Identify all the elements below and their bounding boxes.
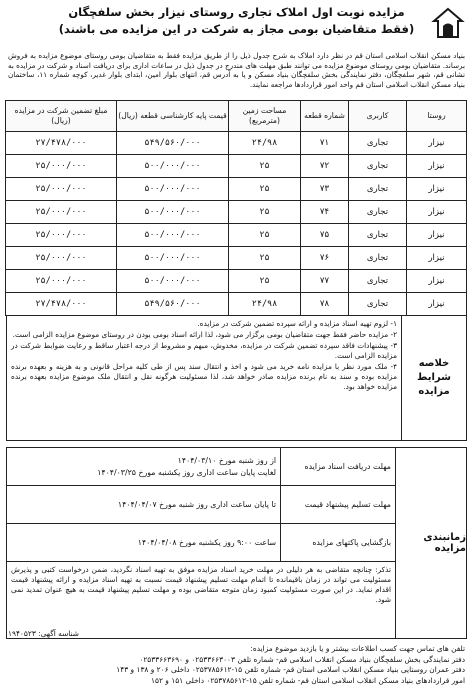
- schedule-row: [7, 448, 395, 486]
- contact-line: امور قراردادهای بنیاد مسکن انقلاب اسلامی استان قم- شماره تلفن ۱۵-۰۲۵۳۷۸۵۶۱۲ داخلی ۱۵۱ و ۱۵۲: [8, 676, 465, 686]
- cell-village: نیزار: [407, 247, 467, 270]
- intro-paragraph: بنیاد مسکن انقلاب اسلامی استان قم در نظر دارد املاک به شرح جدول ذیل را از طریق مزایده فقط به متقاضیان بومی روستای موضوع مزایده به فروش برساند. متقاضیان بومی روستای موضوع مزایده می توانند طبق مهلت های مندرج در جدول ذیل در ساعات اداری برای دریافت اسناد و شرکت در مزایده به نشانی قم، شهر سلفچگان، دفتر نمایندگی بخش سلفچگان بنیاد مسکن و یا به آدرس قم، انتهای بلوار امین، ابتدای بلوار غدیر، کوچه شماره ۱۱، ساختمان بنیاد مسکن انقلاب اسلامی استان قم واحد امور قراردادها مراجعه نمایند.: [8, 51, 465, 97]
- cell-usage: تجاری: [349, 155, 407, 178]
- table-row: [6, 293, 467, 316]
- condition-item: ۳- پیشنهادات فاقد سپرده تضمین شرکت در مزایده، مخدوش، مبهم و مشروط از درجه اعتبار ساقط و رعایت ضوابط شرکت در مزایده الزامی است.: [11, 341, 397, 361]
- cell-deposit: ۲۷/۴۷۸/۰۰۰: [6, 293, 117, 316]
- schedule-title: زمانبندی مزایده: [395, 448, 466, 638]
- table-header-row: [6, 101, 467, 132]
- cell-deposit: ۲۵/۰۰۰/۰۰۰: [6, 247, 117, 270]
- condition-item: ۴- ملک مورد نظر با مزایده نامه خرید می شود و اخذ و انتقال سند پس از طی کلیه مراحل قانونی و به هزینه و بعهده برنده مزایده بوده و سند به نام برنده مزایده صادر خواهد شد، لذا مسئولیت هرگونه نقل و انتقال ملک موضوع مزایده بعهده برنده مزایده خواهد بود.: [11, 362, 397, 392]
- cell-base-price: ۵۰۰/۰۰۰/۰۰۰: [117, 247, 229, 270]
- schedule-label: مهلت تسلیم پیشنهاد قیمت: [280, 486, 395, 523]
- contact-info: [8, 644, 465, 686]
- conditions-title-line1: خلاصه شرایط: [402, 357, 466, 385]
- table-row: [6, 247, 467, 270]
- table-row: [6, 224, 467, 247]
- contact-line: دفتر نمایندگی بخش سلفچگان بنیاد مسکن انقلاب اسلامی قم- شماره تلفن ۰۲۵۳۳۶۶۳۰۰۳ و ۰۲۵۳۳۶۶۳۶۹۰: [8, 655, 465, 666]
- cell-base-price: ۵۴۹/۵۶۰/۰۰۰: [117, 132, 229, 155]
- schedule-value-line2: لغایت پایان ساعت اداری روز یکشنبه مورخ ۱۴۰۴/۰۳/۲۵: [11, 467, 276, 479]
- cell-plot: ۷۴: [301, 201, 349, 224]
- table-row: [6, 132, 467, 155]
- schedule-value-line1: ساعت ۹:۰۰ روز یکشنبه مورخ ۱۴۰۴/۰۴/۰۸: [11, 537, 276, 549]
- cell-area: ۲۵: [229, 201, 301, 224]
- schedule-label: مهلت دریافت اسناد مزایده: [280, 448, 395, 485]
- cell-usage: تجاری: [349, 201, 407, 224]
- schedule-value: [7, 448, 280, 485]
- cell-usage: تجاری: [349, 132, 407, 155]
- schedule-value: [7, 486, 280, 523]
- schedule-label: بازگشایی پاکتهای مزایده: [280, 524, 395, 561]
- conditions-title: [401, 316, 466, 440]
- cell-usage: تجاری: [349, 224, 407, 247]
- cell-area: ۲۵: [229, 224, 301, 247]
- header-plot: شماره قطعه: [301, 101, 349, 132]
- header-base-price: قیمت پایه کارشناسی قطعه (ریال): [117, 101, 229, 132]
- header-deposit: مبلغ تضمین شرکت در مزایده (ریال): [6, 101, 117, 132]
- ad-id: شناسه آگهی: ۱۹۴۰۵۲۳: [8, 629, 79, 638]
- cell-village: نیزار: [407, 270, 467, 293]
- cell-deposit: ۲۷/۴۷۸/۰۰۰: [6, 132, 117, 155]
- table-row: [6, 201, 467, 224]
- conditions-title-line2: مزایده: [402, 385, 466, 399]
- cell-area: ۲۴/۹۸: [229, 132, 301, 155]
- cell-base-price: ۵۰۰/۰۰۰/۰۰۰: [117, 201, 229, 224]
- cell-plot: ۷۷: [301, 270, 349, 293]
- condition-item: ۱- لزوم تهیه اسناد مزایده و ارائه سپرده تضمین شرکت در مزایده.: [11, 319, 397, 329]
- cell-village: نیزار: [407, 132, 467, 155]
- condition-item: ۲- مزایده حاضر فقط جهت متقاضیان بومی برگزار می شود، لذا ارائه اسناد بومی بودن در روستای موضوع مزایده الزامی است.: [11, 330, 397, 340]
- cell-area: ۲۵: [229, 270, 301, 293]
- cell-deposit: ۲۵/۰۰۰/۰۰۰: [6, 178, 117, 201]
- schedule-value-line1: تا پایان ساعت اداری روز شنبه مورخ ۱۴۰۴/۰۴/۰۷: [11, 499, 276, 511]
- schedule-row: [7, 524, 395, 562]
- cell-area: ۲۵: [229, 247, 301, 270]
- cell-plot: ۷۶: [301, 247, 349, 270]
- notice-title: مزایده نوبت اول املاک تجاری روستای نیزار بخش سلفچگان: [6, 4, 467, 21]
- contact-line: دفتر عمران روستایی بنیاد مسکن انقلاب اسلامی استان قم- شماره تلفن ۱۵-۰۲۵۳۷۸۵۶۱۲ داخلی ۲۰۶ و ۱۳۸ و ۱۴۳: [8, 665, 465, 676]
- cell-usage: تجاری: [349, 270, 407, 293]
- cell-usage: تجاری: [349, 247, 407, 270]
- table-row: [6, 270, 467, 293]
- notice-header: [6, 4, 467, 50]
- cell-base-price: ۵۰۰/۰۰۰/۰۰۰: [117, 270, 229, 293]
- schedule-row: [7, 486, 395, 524]
- cell-deposit: ۲۵/۰۰۰/۰۰۰: [6, 155, 117, 178]
- cell-area: ۲۵: [229, 178, 301, 201]
- conditions-section: [6, 316, 467, 441]
- cell-base-price: ۵۴۹/۵۶۰/۰۰۰: [117, 293, 229, 316]
- schedule-section: [6, 447, 467, 639]
- cell-village: نیزار: [407, 178, 467, 201]
- header-area: مساحت زمین (مترمربع): [229, 101, 301, 132]
- schedule-value-line1: از روز شنبه مورخ ۱۴۰۴/۰۳/۱۰: [11, 455, 276, 467]
- cell-village: نیزار: [407, 155, 467, 178]
- schedule-table: [7, 448, 395, 638]
- cell-village: نیزار: [407, 201, 467, 224]
- schedule-value: [7, 524, 280, 561]
- cell-base-price: ۵۰۰/۰۰۰/۰۰۰: [117, 178, 229, 201]
- cell-area: ۲۴/۹۸: [229, 293, 301, 316]
- cell-deposit: ۲۵/۰۰۰/۰۰۰: [6, 224, 117, 247]
- cell-village: نیزار: [407, 224, 467, 247]
- contact-line: تلفن های تماس جهت کسب اطلاعات بیشتر و یا بازدید موضوع مزایده:: [8, 644, 465, 655]
- housing-foundation-logo-icon: [431, 6, 465, 40]
- table-row: [6, 178, 467, 201]
- header-village: روستا: [407, 101, 467, 132]
- cell-plot: ۷۲: [301, 155, 349, 178]
- cell-plot: ۷۱: [301, 132, 349, 155]
- notice-subtitle: (فقط متقاضیان بومی مجاز به شرکت در این مزایده می باشند): [6, 21, 467, 38]
- cell-usage: تجاری: [349, 178, 407, 201]
- cell-usage: تجاری: [349, 293, 407, 316]
- cell-base-price: ۵۰۰/۰۰۰/۰۰۰: [117, 155, 229, 178]
- cell-plot: ۷۳: [301, 178, 349, 201]
- header-usage: کاربری: [349, 101, 407, 132]
- cell-plot: ۷۸: [301, 293, 349, 316]
- cell-plot: ۷۵: [301, 224, 349, 247]
- schedule-note: تذکر: چنانچه متقاضی به هر دلیلی در مهلت خرید اسناد مزایده موفق به تهیه اسناد نگردید، ضمن درخواست کتبی و پذیرش مسئولیت می تواند در زمان باقیمانده تا اتمام مهلت تسلیم پیشنهاد قیمت نسبت به تهیه اسناد مزایده و ارائه پیشنهاد قیمت اقدام نماید. در این صورت مسئولیت کمبود زمان متوجه متقاضی بوده و مهلت تسلیم پیشنهاد قیمت به هیچ عنوان تمدید نمی شود.: [7, 562, 395, 638]
- cell-area: ۲۵: [229, 155, 301, 178]
- cell-base-price: ۵۰۰/۰۰۰/۰۰۰: [117, 224, 229, 247]
- cell-deposit: ۲۵/۰۰۰/۰۰۰: [6, 270, 117, 293]
- cell-village: نیزار: [407, 293, 467, 316]
- table-row: [6, 155, 467, 178]
- conditions-list: [7, 316, 401, 440]
- properties-table: [5, 100, 467, 316]
- cell-deposit: ۲۵/۰۰۰/۰۰۰: [6, 201, 117, 224]
